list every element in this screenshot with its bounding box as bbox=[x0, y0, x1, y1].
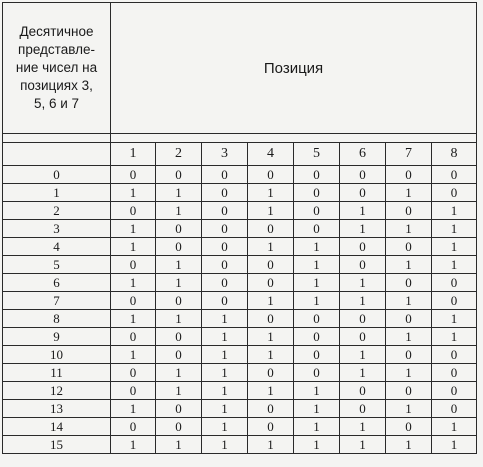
bit-cell: 0 bbox=[156, 400, 202, 418]
table-row bbox=[3, 364, 477, 382]
bit-cell: 0 bbox=[386, 418, 432, 436]
bit-cell: 0 bbox=[386, 238, 432, 256]
bit-cell: 0 bbox=[248, 364, 294, 382]
bit-cell: 0 bbox=[294, 220, 340, 238]
bit-cell: 0 bbox=[248, 166, 294, 184]
bit-cell: 1 bbox=[386, 328, 432, 346]
bit-cell: 1 bbox=[202, 418, 248, 436]
decimal-value-cell: 2 bbox=[3, 202, 111, 220]
position-number-cell: 1 bbox=[111, 143, 156, 166]
bit-cell: 0 bbox=[432, 274, 477, 292]
bit-cell: 1 bbox=[156, 436, 202, 454]
bit-cell: 1 bbox=[386, 256, 432, 274]
bit-cell: 1 bbox=[432, 310, 477, 328]
decimal-value-cell: 12 bbox=[3, 382, 111, 400]
table-row bbox=[3, 274, 477, 292]
bit-cell: 1 bbox=[202, 328, 248, 346]
bit-cell: 0 bbox=[432, 292, 477, 310]
hamming-code-table bbox=[2, 2, 477, 454]
bit-cell: 1 bbox=[111, 238, 156, 256]
bit-cell: 0 bbox=[202, 292, 248, 310]
table-row bbox=[3, 184, 477, 202]
bit-cell: 0 bbox=[248, 220, 294, 238]
bit-cell: 1 bbox=[294, 382, 340, 400]
bit-cell: 1 bbox=[294, 274, 340, 292]
bit-cell: 1 bbox=[340, 292, 386, 310]
bit-cell: 0 bbox=[111, 382, 156, 400]
table-row bbox=[3, 238, 477, 256]
bit-cell: 1 bbox=[340, 202, 386, 220]
bit-cell: 0 bbox=[202, 184, 248, 202]
position-number-cell: 5 bbox=[294, 143, 340, 166]
decimal-header-line: представле- bbox=[18, 42, 95, 57]
decimal-value-cell: 7 bbox=[3, 292, 111, 310]
bit-cell: 1 bbox=[156, 256, 202, 274]
bit-cell: 1 bbox=[294, 418, 340, 436]
table-row bbox=[3, 436, 477, 454]
bit-cell: 1 bbox=[156, 202, 202, 220]
decimal-header-cell bbox=[3, 3, 111, 134]
position-number-cell: 7 bbox=[386, 143, 432, 166]
bit-cell: 1 bbox=[294, 256, 340, 274]
table-row bbox=[3, 202, 477, 220]
table-row bbox=[3, 400, 477, 418]
bit-cell: 1 bbox=[294, 436, 340, 454]
decimal-value-cell: 15 bbox=[3, 436, 111, 454]
decimal-value-cell: 9 bbox=[3, 328, 111, 346]
position-header: Позиция bbox=[111, 3, 477, 134]
bit-cell: 1 bbox=[386, 400, 432, 418]
bit-cell: 0 bbox=[340, 238, 386, 256]
bit-cell: 1 bbox=[248, 346, 294, 364]
bit-cell: 1 bbox=[432, 238, 477, 256]
bit-cell: 1 bbox=[340, 436, 386, 454]
bit-cell: 0 bbox=[248, 274, 294, 292]
decimal-value-cell: 8 bbox=[3, 310, 111, 328]
bit-cell: 0 bbox=[340, 166, 386, 184]
bit-cell: 0 bbox=[386, 382, 432, 400]
bit-cell: 0 bbox=[111, 256, 156, 274]
bit-cell: 0 bbox=[202, 256, 248, 274]
bit-cell: 0 bbox=[111, 418, 156, 436]
bit-cell: 0 bbox=[156, 418, 202, 436]
bit-cell: 1 bbox=[202, 364, 248, 382]
bit-cell: 1 bbox=[156, 382, 202, 400]
bit-cell: 1 bbox=[386, 220, 432, 238]
position-number-cell: 8 bbox=[432, 143, 477, 166]
position-number-cell: 3 bbox=[202, 143, 248, 166]
position-number-cell: 2 bbox=[156, 143, 202, 166]
bit-cell: 0 bbox=[111, 292, 156, 310]
bit-cell: 0 bbox=[340, 400, 386, 418]
bit-cell: 1 bbox=[294, 400, 340, 418]
bit-cell: 0 bbox=[294, 166, 340, 184]
bit-cell: 1 bbox=[340, 274, 386, 292]
bit-cell: 0 bbox=[432, 166, 477, 184]
bit-cell: 1 bbox=[111, 310, 156, 328]
decimal-header-line: 5, 6 и 7 bbox=[33, 96, 80, 111]
bit-cell: 1 bbox=[432, 328, 477, 346]
bit-cell: 1 bbox=[340, 346, 386, 364]
table-row bbox=[3, 328, 477, 346]
bit-cell: 1 bbox=[386, 436, 432, 454]
position-number-cell: 6 bbox=[340, 143, 386, 166]
bit-cell: 0 bbox=[156, 346, 202, 364]
bit-cell: 0 bbox=[386, 274, 432, 292]
bit-cell: 0 bbox=[294, 202, 340, 220]
bit-cell: 1 bbox=[156, 364, 202, 382]
bit-cell: 0 bbox=[340, 328, 386, 346]
table-row bbox=[3, 310, 477, 328]
bit-cell: 0 bbox=[156, 238, 202, 256]
bit-cell: 1 bbox=[248, 292, 294, 310]
bit-cell: 0 bbox=[202, 238, 248, 256]
bit-cell: 0 bbox=[202, 202, 248, 220]
bit-cell: 0 bbox=[340, 382, 386, 400]
table-row bbox=[3, 418, 477, 436]
bit-cell: 1 bbox=[248, 184, 294, 202]
bit-cell: 0 bbox=[294, 364, 340, 382]
bit-cell: 0 bbox=[432, 346, 477, 364]
bit-cell: 0 bbox=[156, 220, 202, 238]
bit-cell: 0 bbox=[248, 256, 294, 274]
decimal-value-cell: 11 bbox=[3, 364, 111, 382]
bit-cell: 0 bbox=[248, 400, 294, 418]
bit-cell: 0 bbox=[386, 346, 432, 364]
bit-cell: 1 bbox=[294, 238, 340, 256]
bit-cell: 0 bbox=[294, 328, 340, 346]
bit-cell: 0 bbox=[111, 328, 156, 346]
bit-cell: 0 bbox=[432, 364, 477, 382]
bit-cell: 0 bbox=[432, 184, 477, 202]
spacer-cell bbox=[111, 134, 477, 143]
bit-cell: 1 bbox=[111, 346, 156, 364]
bit-cell: 1 bbox=[432, 256, 477, 274]
bit-cell: 1 bbox=[386, 364, 432, 382]
bit-cell: 0 bbox=[294, 184, 340, 202]
decimal-value-cell: 14 bbox=[3, 418, 111, 436]
bit-cell: 1 bbox=[294, 292, 340, 310]
bit-cell: 1 bbox=[432, 220, 477, 238]
bit-cell: 1 bbox=[156, 310, 202, 328]
bit-cell: 0 bbox=[386, 202, 432, 220]
position-number-row bbox=[3, 143, 477, 166]
bit-cell: 1 bbox=[386, 292, 432, 310]
bit-cell: 0 bbox=[432, 400, 477, 418]
bit-cell: 1 bbox=[111, 274, 156, 292]
bit-cell: 1 bbox=[111, 400, 156, 418]
bit-cell: 1 bbox=[248, 436, 294, 454]
bit-cell: 0 bbox=[248, 418, 294, 436]
decimal-header-line: ние чисел на bbox=[15, 60, 98, 75]
decimal-value-cell: 13 bbox=[3, 400, 111, 418]
bit-cell: 1 bbox=[111, 184, 156, 202]
bit-cell: 0 bbox=[386, 310, 432, 328]
table-row bbox=[3, 346, 477, 364]
bit-cell: 0 bbox=[248, 310, 294, 328]
decimal-value-cell: 0 bbox=[3, 166, 111, 184]
bit-cell: 1 bbox=[202, 400, 248, 418]
bit-cell: 0 bbox=[156, 292, 202, 310]
bit-cell: 1 bbox=[340, 364, 386, 382]
bit-cell: 1 bbox=[156, 184, 202, 202]
bit-cell: 1 bbox=[202, 346, 248, 364]
bit-cell: 1 bbox=[202, 436, 248, 454]
spacer-row bbox=[3, 134, 477, 143]
table-row bbox=[3, 382, 477, 400]
bit-cell: 1 bbox=[432, 436, 477, 454]
decimal-value-cell: 3 bbox=[3, 220, 111, 238]
table-row bbox=[3, 256, 477, 274]
bit-cell: 1 bbox=[202, 310, 248, 328]
bit-cell: 1 bbox=[248, 328, 294, 346]
bit-cell: 0 bbox=[111, 202, 156, 220]
bit-cell: 0 bbox=[111, 364, 156, 382]
bit-cell: 0 bbox=[202, 220, 248, 238]
bit-cell: 1 bbox=[340, 220, 386, 238]
bit-cell: 0 bbox=[202, 166, 248, 184]
bit-cell: 1 bbox=[386, 184, 432, 202]
bit-cell: 0 bbox=[156, 328, 202, 346]
bit-cell: 0 bbox=[156, 166, 202, 184]
bit-cell: 1 bbox=[340, 418, 386, 436]
bit-cell: 0 bbox=[340, 256, 386, 274]
table-row bbox=[3, 292, 477, 310]
bit-cell: 0 bbox=[202, 274, 248, 292]
table-row bbox=[3, 166, 477, 184]
bit-cell: 0 bbox=[294, 310, 340, 328]
decimal-value-cell: 6 bbox=[3, 274, 111, 292]
decimal-value-cell: 4 bbox=[3, 238, 111, 256]
spacer-cell bbox=[3, 134, 111, 143]
bit-cell: 0 bbox=[432, 382, 477, 400]
bit-cell: 1 bbox=[432, 418, 477, 436]
decimal-header-line: Десятичное bbox=[19, 24, 94, 39]
decimal-value-cell: 5 bbox=[3, 256, 111, 274]
bit-cell: 1 bbox=[156, 274, 202, 292]
bit-cell: 1 bbox=[248, 382, 294, 400]
position-blank-cell bbox=[3, 143, 111, 166]
bit-cell: 1 bbox=[432, 202, 477, 220]
decimal-header-line: позициях 3, bbox=[20, 78, 93, 93]
bit-cell: 1 bbox=[111, 436, 156, 454]
bit-cell: 0 bbox=[340, 184, 386, 202]
bit-cell: 1 bbox=[202, 382, 248, 400]
bit-cell: 1 bbox=[111, 220, 156, 238]
decimal-value-cell: 10 bbox=[3, 346, 111, 364]
position-number-cell: 4 bbox=[248, 143, 294, 166]
decimal-value-cell: 1 bbox=[3, 184, 111, 202]
bit-cell: 0 bbox=[340, 310, 386, 328]
bit-cell: 1 bbox=[248, 238, 294, 256]
bit-cell: 0 bbox=[386, 166, 432, 184]
bit-cell: 0 bbox=[294, 346, 340, 364]
table-row bbox=[3, 220, 477, 238]
bit-cell: 1 bbox=[248, 202, 294, 220]
bit-cell: 0 bbox=[111, 166, 156, 184]
